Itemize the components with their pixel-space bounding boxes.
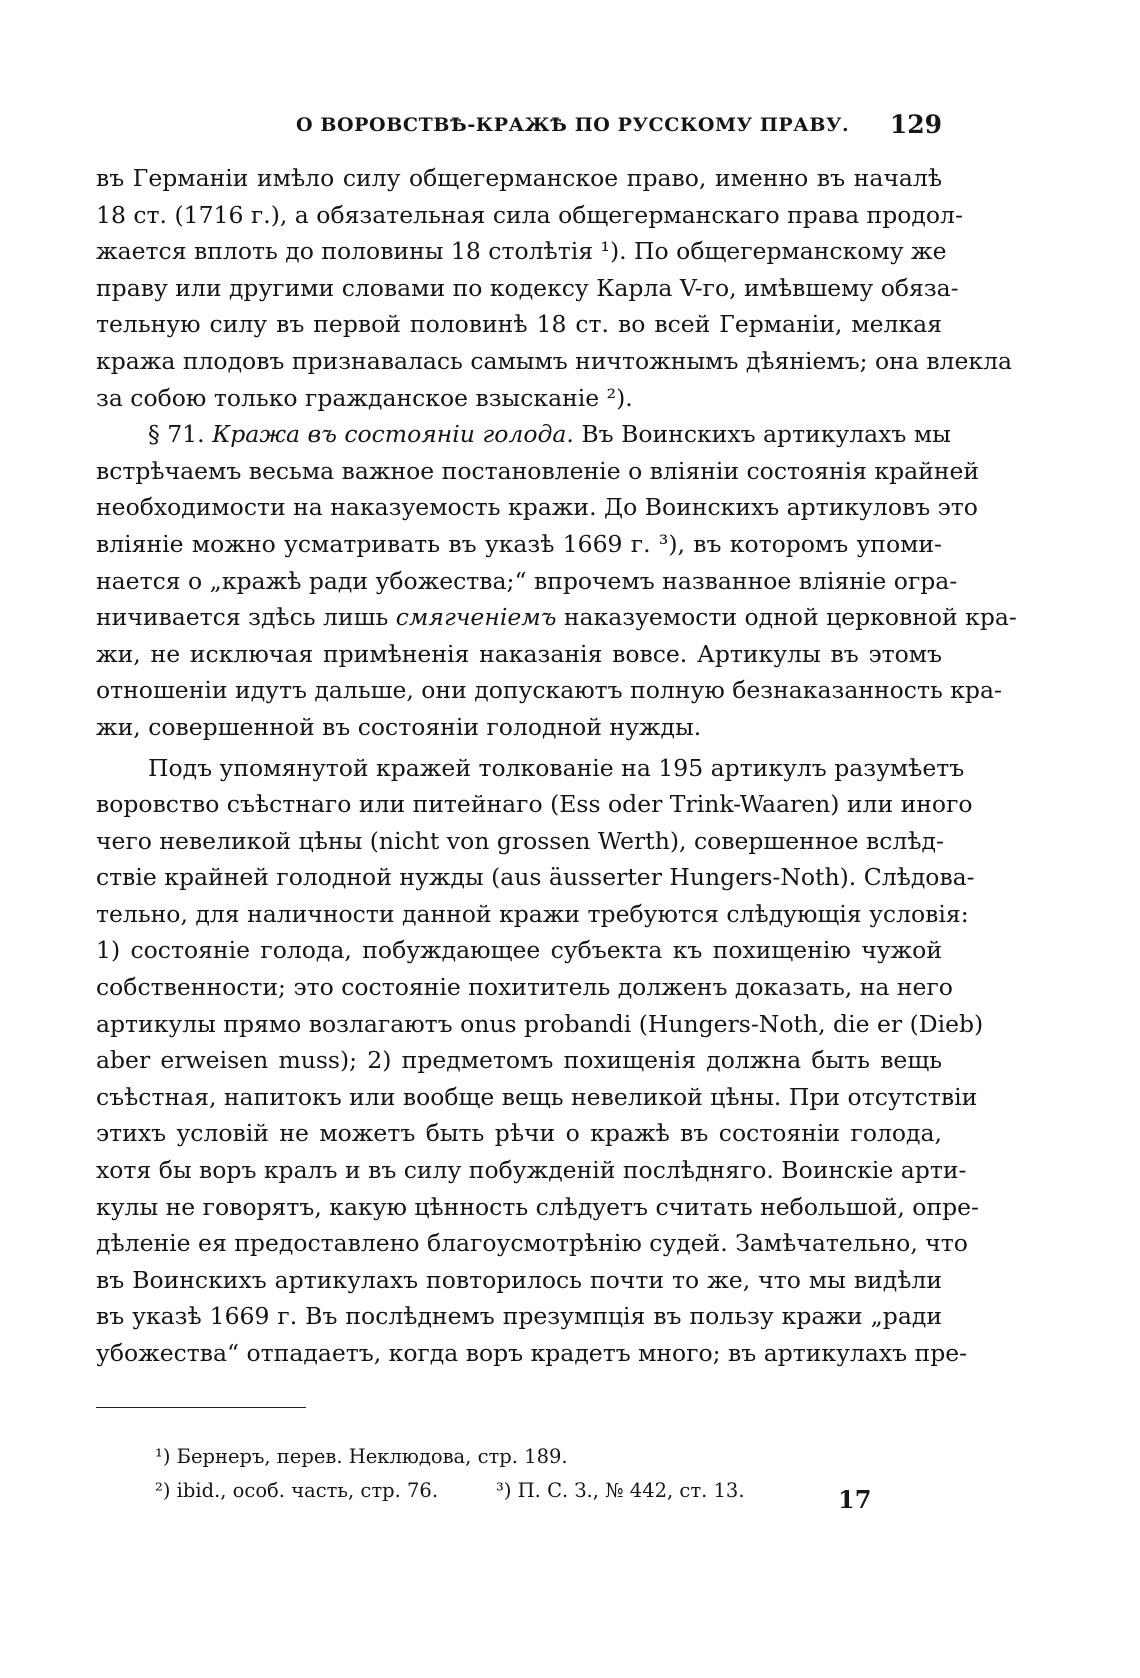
text-line: aber erweisen muss); 2) предметомъ похищенія должна быть вещь: [96, 1046, 942, 1075]
text-line: кража плодовъ признавалась самымъ ничтожнымъ дѣяніемъ; она влекла: [96, 346, 1013, 375]
text-line: тельно, для наличности данной кражи требуются слѣдующія условія:: [96, 899, 969, 928]
text-line: 18 ст. (1716 г.), а обязательная сила общегерманскаго права продол-: [96, 200, 963, 229]
running-title: О ВОРОВСТВѢ-КРАЖѢ ПО РУССКОМУ ПРАВУ.: [296, 114, 850, 136]
text-line: артикулы прямо возлагаютъ onus probandi (Hungers-Noth, die er (Dieb): [96, 1009, 984, 1038]
section-number: § 71.: [148, 420, 205, 449]
text-fragment: наказуемости одной церковной кра-: [563, 603, 1017, 632]
text-line: вліяніе можно усматривать въ указѣ 1669 г. ³), въ которомъ упоми-: [96, 529, 942, 558]
text-line: кулы не говорятъ, какую цѣнность слѣдуетъ считать небольшой, опре-: [96, 1192, 979, 1221]
text-line: въ Германіи имѣло силу общегерманское право, именно въ началѣ: [96, 164, 942, 192]
footnote-3: ³) П. С. З., № 442, ст. 13.: [496, 1479, 745, 1502]
text-line: въ Воинскихъ артикулахъ повторилось почти то же, что мы видѣли: [96, 1265, 942, 1294]
text-line: съѣстная, напитокъ или вообще вещь невеликой цѣны. При отсутствіи: [96, 1082, 978, 1111]
text-line: встрѣчаемъ весьма важное постановленіе о вліяніи состоянія крайней: [96, 456, 980, 485]
text-line: праву или другими словами по кодексу Карла V-го, имѣвшему обяза-: [96, 273, 959, 302]
text-line: необходимости на наказуемость кражи. До Воинскихъ артикуловъ это: [96, 493, 978, 522]
text-line: чего невеликой цѣны (nicht von grossen Werth), совершенное вслѣд-: [96, 826, 944, 855]
text-line: нается о „кражѣ ради убожества;“ впрочемъ названное вліяніе огра-: [96, 566, 958, 595]
body-text: [96, 160, 1017, 1372]
text-line: собственности; это состояніе похититель долженъ доказать, на него: [96, 973, 953, 1002]
text-line: жи, не исключая примѣненія наказанія вовсе. Артикулы въ этомъ: [96, 639, 942, 668]
section-heading-line: [96, 416, 951, 453]
footnotes: [155, 1440, 875, 1508]
text-fragment: Въ Воинскихъ артикулахъ мы: [581, 420, 951, 449]
text-line: жается вплоть до половины 18 столѣтія ¹). По общегерманскому же: [96, 237, 947, 266]
footnote-2: ²) ibid., особ. часть, стр. 76.: [155, 1479, 439, 1502]
footnote-rule: [96, 1407, 306, 1408]
signature-mark: 17: [838, 1485, 872, 1514]
text-line: дѣленіе ея предоставлено благоусмотрѣнію судей. Замѣчательно, что: [96, 1229, 968, 1258]
text-line: за собою только гражданское взысканіе ²).: [96, 383, 633, 412]
text-line: отношеніи идутъ дальше, они допускаютъ полную безнаказанность кра-: [96, 676, 1002, 705]
text-line: тельную силу въ первой половинѣ 18 ст. во всей Германіи, мелкая: [96, 310, 942, 339]
text-line: 1) состояніе голода, побуждающее субъекта къ похищенію чужой: [96, 936, 942, 965]
text-line: [96, 599, 1017, 636]
footnote-row: [155, 1474, 875, 1508]
text-line: въ указѣ 1669 г. Въ послѣднемъ презумпція въ пользу кражи „ради: [96, 1302, 942, 1331]
text-fragment: ничивается здѣсь лишь: [96, 603, 389, 632]
text-line: хотя бы воръ кралъ и въ силу побужденій послѣдняго. Воинскіе арти-: [96, 1156, 967, 1185]
footnote-1: ¹) Бернеръ, перев. Неклюдова, стр. 189.: [155, 1445, 568, 1468]
text-line: воровство съѣстнаго или питейнаго (Ess oder Trink-Waaren) или иного: [96, 790, 973, 819]
text-line: жи, совершенной въ состояніи голодной нужды.: [96, 712, 702, 741]
text-line: убожества“ отпадаетъ, когда воръ крадетъ много; въ артикулахъ пре-: [96, 1339, 968, 1367]
text-line: ствіе крайней голодной нужды (aus äusserter Hungers-Noth). Слѣдова-: [96, 863, 975, 892]
text-line: Подъ упомянутой кражей толкованіе на 195 артикулъ разумѣетъ: [148, 753, 965, 782]
page-number: 129: [889, 110, 942, 139]
section-title: Кража въ состояніи голода.: [212, 420, 574, 449]
italic-emphasis: смягченіемъ: [395, 603, 557, 632]
text-line: этихъ условій не можетъ быть рѣчи о кражѣ въ состояніи голода,: [96, 1119, 942, 1148]
running-head: [96, 110, 942, 140]
